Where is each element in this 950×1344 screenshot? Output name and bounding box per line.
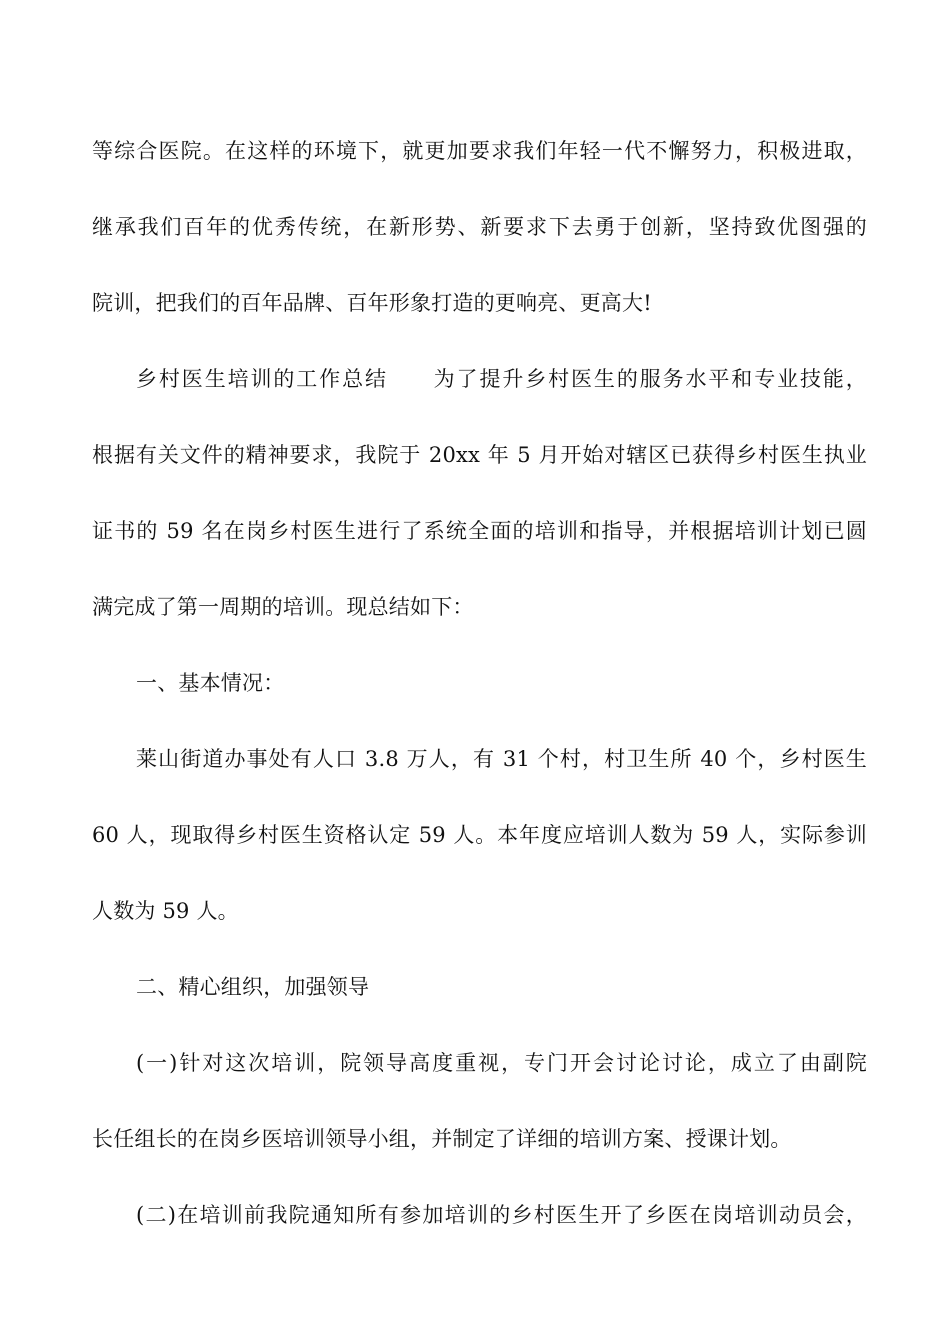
paragraph-line: 莱山街道办事处有人口 3.8 万人，有 31 个村，村卫生所 40 个，乡村医生 [136,747,867,771]
paragraph-line: 满完成了第一周期的培训。现总结如下： [92,595,474,619]
paragraph-line: 60 人，现取得乡村医生资格认定 59 人。本年度应培训人数为 59 人，实际参训 [92,823,867,847]
paragraph-line: 长任组长的在岗乡医培训领导小组，并制定了详细的培训方案、授课计划。 [92,1127,792,1151]
paragraph-line: (一)针对这次培训，院领导高度重视，专门开会讨论讨论，成立了由副院 [136,1051,867,1075]
section-heading-basic-situation: 一、基本情况： [136,671,285,695]
paragraph-line: 人数为 59 人。 [92,899,239,923]
section-heading-organization: 二、精心组织，加强领导 [136,975,370,999]
paragraph-line: 等综合医院。在这样的环境下，就更加要求我们年轻一代不懈努力，积极进取， [92,139,867,163]
paragraph-line: (二)在培训前我院通知所有参加培训的乡村医生开了乡医在岗培训动员会， [136,1203,867,1227]
document-body [92,128,867,1268]
paragraph-line: 继承我们百年的优秀传统，在新形势、新要求下去勇于创新，坚持致优图强的 [92,215,867,239]
paragraph-line: 证书的 59 名在岗乡村医生进行了系统全面的培训和指导，并根据培训计划已圆 [92,519,867,543]
summary-title-line: 乡村医生培训的工作总结 为了提升乡村医生的服务水平和专业技能， [136,367,867,391]
paragraph-line: 院训，把我们的百年品牌、百年形象打造的更响亮、更高大! [92,291,652,315]
paragraph-line: 根据有关文件的精神要求，我院于 20xx 年 5 月开始对辖区已获得乡村医生执业 [92,443,867,467]
